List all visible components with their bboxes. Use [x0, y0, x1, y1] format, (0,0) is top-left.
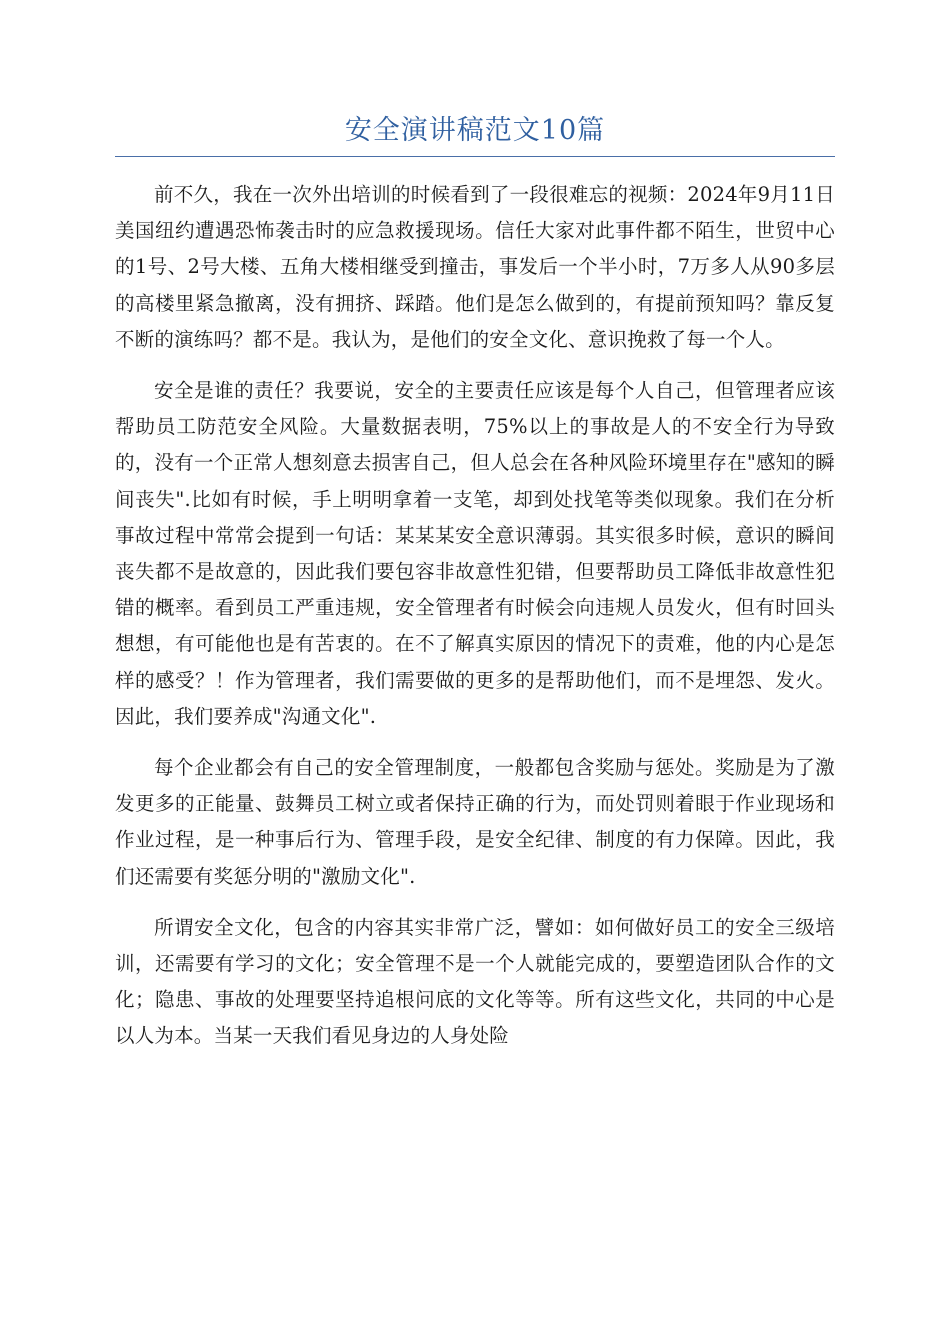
- paragraph-1: 前不久，我在一次外出培训的时候看到了一段很难忘的视频：2024年9月11日美国纽约遭遇恐怖袭击时的应急救援现场。信任大家对此事件都不陌生，世贸中心的1号、2号大楼、五角大楼相继受到撞击，事发后一个半小时，7万多人从90多层的高楼里紧急撤离，没有拥挤、踩踏。他们是怎么做到的，有提前预知吗？靠反复不断的演练吗？都不是。我认为，是他们的安全文化、意识挽救了每一个人。: [115, 183, 835, 351]
- document-body: [115, 177, 835, 1055]
- paragraph-4: 所谓安全文化，包含的内容其实非常广泛，譬如：如何做好员工的安全三级培训，还需要有学习的文化；安全管理不是一个人就能完成的，要塑造团队合作的文化；隐患、事故的处理要坚持追根问底的文化等等。所有这些文化，共同的中心是以人为本。当某一天我们看见身边的人身处险: [115, 915, 835, 1048]
- paragraph-2: 安全是谁的责任？我要说，安全的主要责任应该是每个人自己，但管理者应该帮助员工防范安全风险。大量数据表明，75%以上的事故是人的不安全行为导致的，没有一个正常人想刻意去损害自己，但人总会在各种风险环境里存在"感知的瞬间丧失".比如有时候，手上明明拿着一支笔，却到处找笔等类似现象。我们在分析事故过程中常常会提到一句话：某某某安全意识薄弱。其实很多时候，意识的瞬间丧失都不是故意的，因此我们要包容非故意性犯错，但要帮助员工降低非故意性犯错的概率。看到员工严重违规，安全管理者有时候会向违规人员发火，但有时回头想想，有可能他也是有苦衷的。在不了解真实原因的情况下的责难，他的内心是怎样的感受？！作为管理者，我们需要做的更多的是帮助他们，而不是埋怨、发火。因此，我们要养成"沟通文化".: [115, 379, 835, 728]
- paragraph-3: 每个企业都会有自己的安全管理制度，一般都包含奖励与惩处。奖励是为了激发更多的正能量、鼓舞员工树立或者保持正确的行为，而处罚则着眼于作业现场和作业过程，是一种事后行为、管理手段，是安全纪律、制度的有力保障。因此，我们还需要有奖惩分明的"激励文化".: [115, 756, 835, 888]
- document-page: [115, 108, 835, 1070]
- document-title: 安全演讲稿范文10篇: [115, 108, 835, 157]
